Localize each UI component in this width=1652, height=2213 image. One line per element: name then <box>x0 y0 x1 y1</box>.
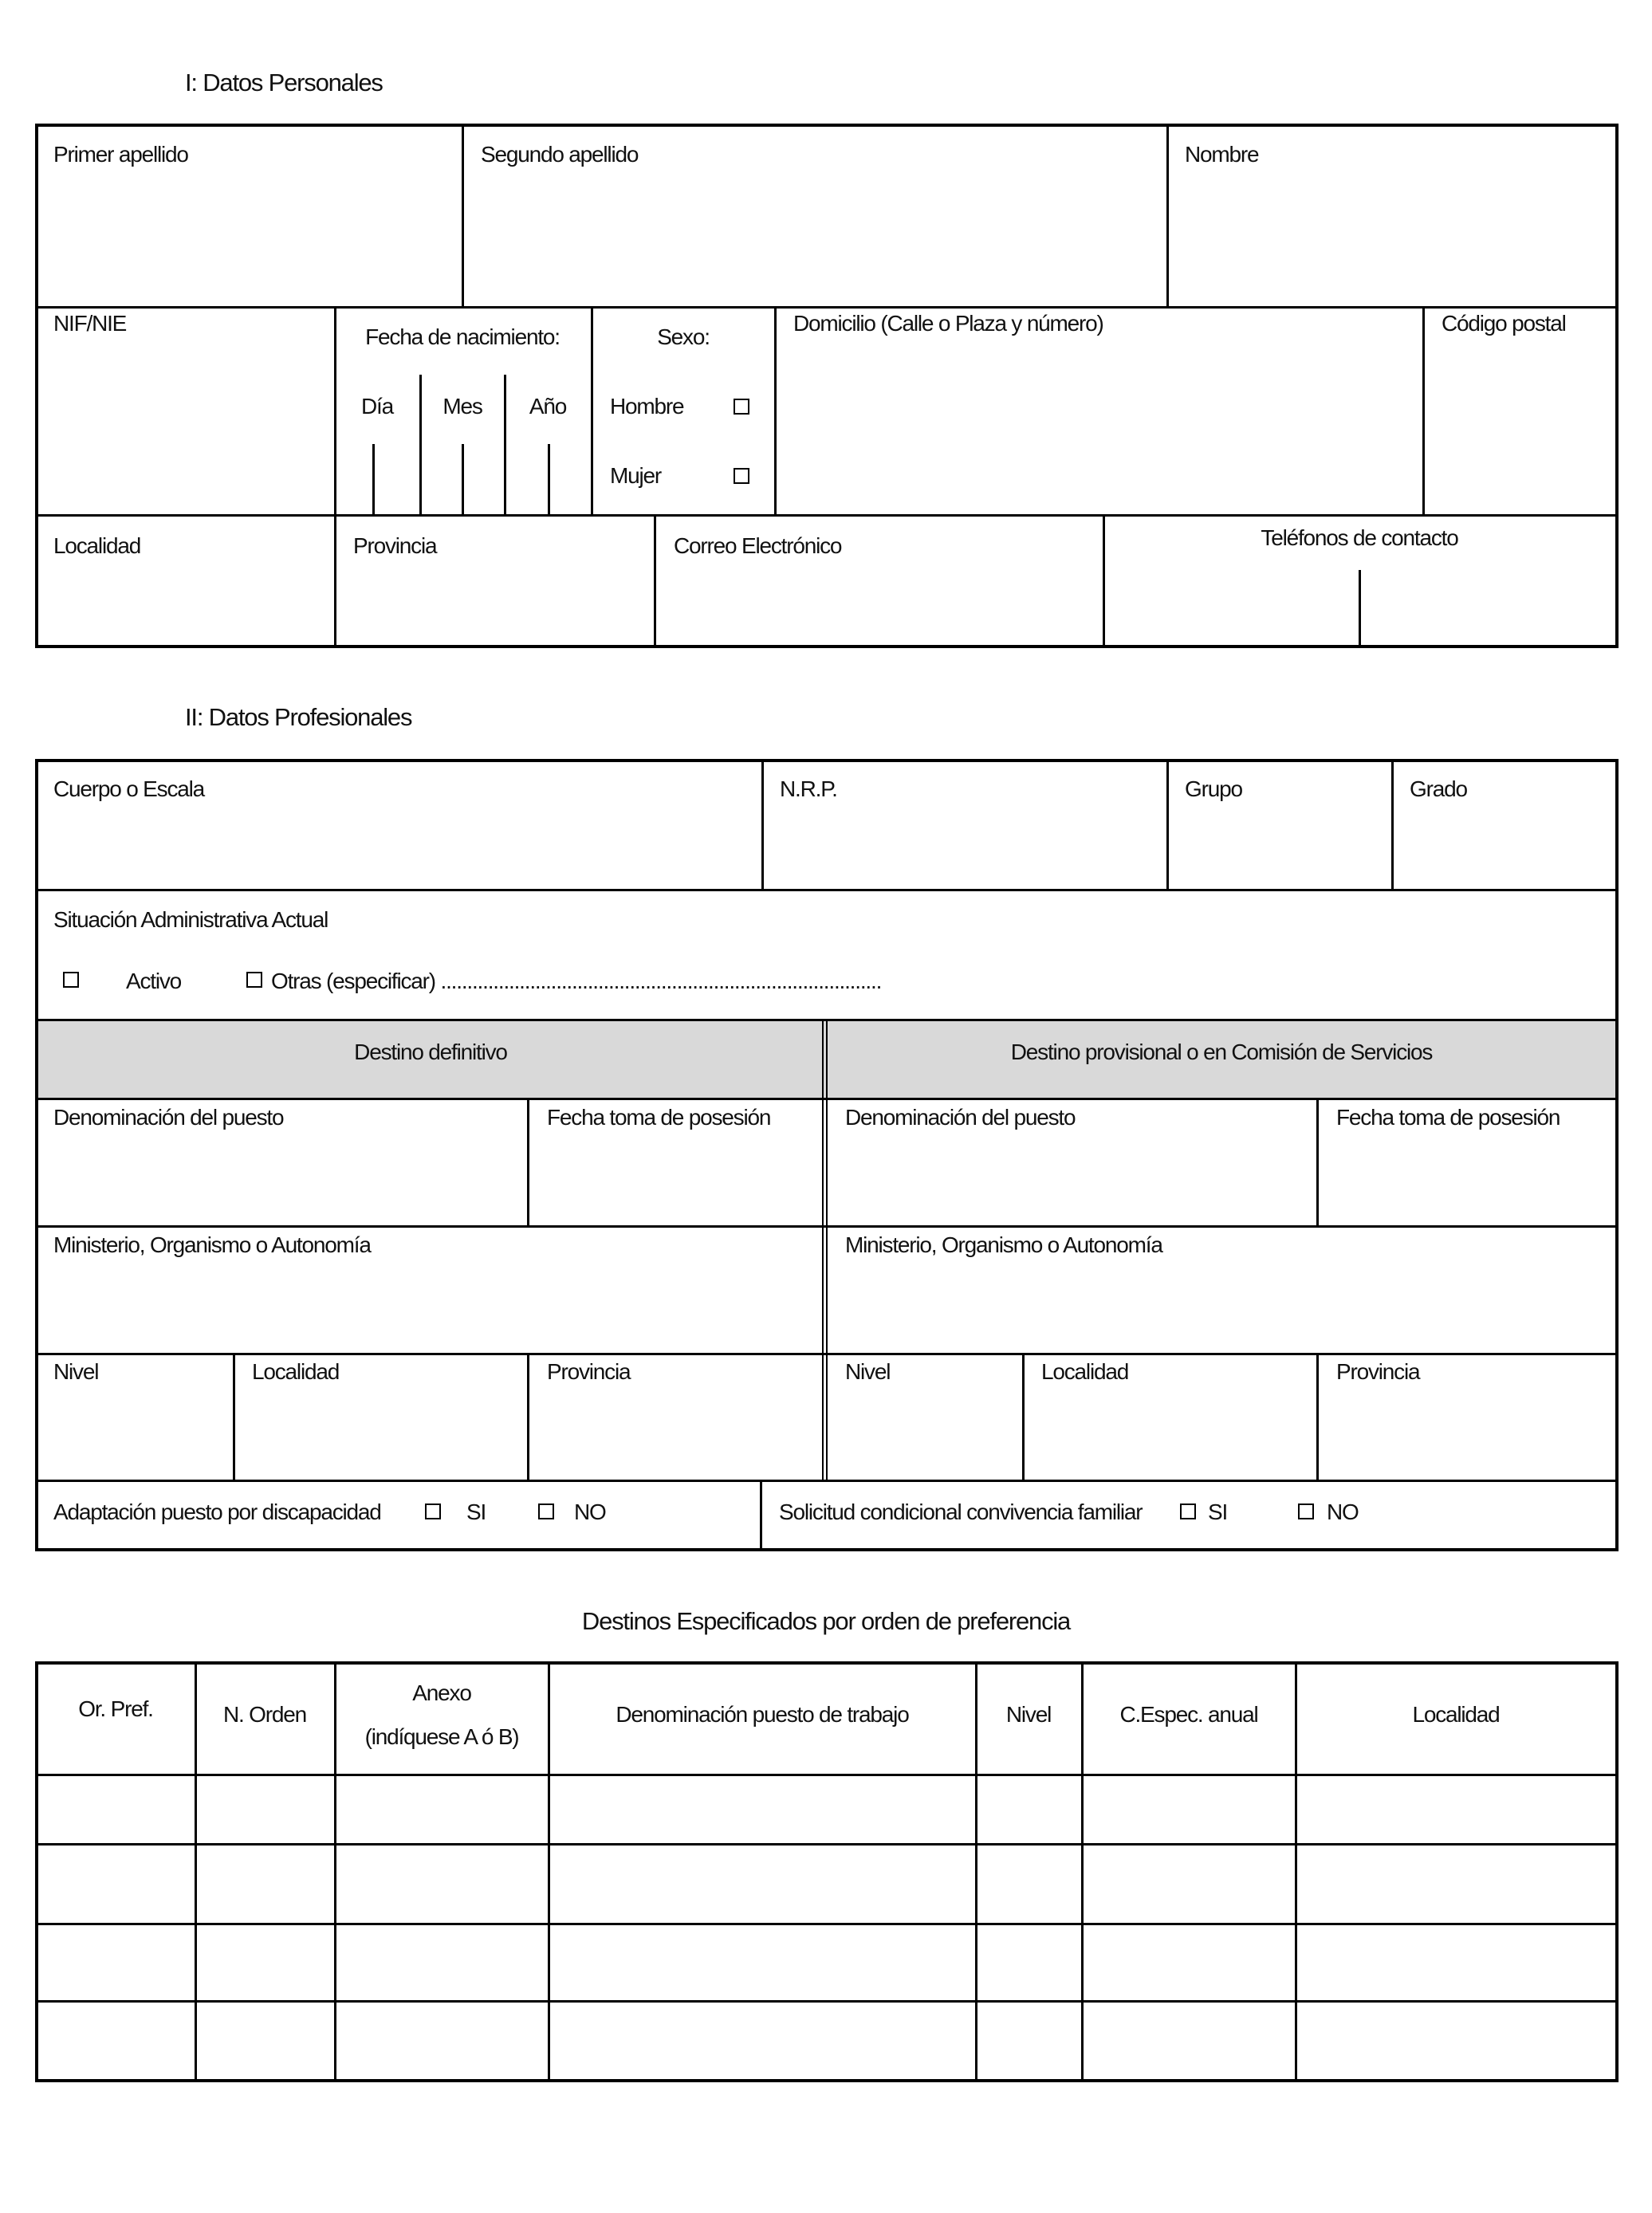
col-divider <box>548 1662 550 2081</box>
divider <box>1166 124 1169 307</box>
divider <box>1022 1354 1025 1481</box>
adaptacion-si-checkbox[interactable] <box>425 1504 441 1519</box>
fecha-nacimiento-label: Fecha de nacimiento: <box>365 324 560 349</box>
nrp-field[interactable]: N.R.P. <box>780 776 837 801</box>
solicitud-si-label: SI <box>1208 1500 1228 1524</box>
def-localidad-field[interactable]: Localidad <box>252 1359 340 1384</box>
dia-field[interactable]: Día <box>361 394 393 419</box>
divider <box>822 1020 824 1481</box>
solicitud-no-checkbox[interactable] <box>1298 1504 1314 1519</box>
divider <box>1166 760 1169 890</box>
date-tick <box>548 444 550 516</box>
col-header-nivel: Nivel <box>1005 1702 1052 1727</box>
adaptacion-no-checkbox[interactable] <box>538 1504 554 1519</box>
otras-field[interactable]: Otras (especificar) .................................................................................... <box>271 969 882 993</box>
divider <box>761 760 764 890</box>
anio-field[interactable]: Año <box>529 394 567 419</box>
mujer-label: Mujer <box>610 463 662 488</box>
date-tick <box>372 444 375 516</box>
correo-field[interactable]: Correo Electrónico <box>674 533 842 558</box>
divider <box>654 515 656 647</box>
def-provincia-field[interactable]: Provincia <box>547 1359 631 1384</box>
telefonos-field[interactable]: Teléfonos de contacto <box>1261 525 1458 550</box>
divider <box>1391 760 1394 890</box>
col-divider <box>195 1662 197 2081</box>
section-title-professional: II: Datos Profesionales <box>185 703 412 731</box>
solicitud-no-label: NO <box>1327 1500 1359 1524</box>
grupo-field[interactable]: Grupo <box>1185 776 1242 801</box>
divider <box>334 307 336 516</box>
mes-field[interactable]: Mes <box>442 394 482 419</box>
col-header-localidad: Localidad <box>1412 1702 1500 1727</box>
col-header-denominacion: Denominación puesto de trabajo <box>616 1702 909 1727</box>
date-divider <box>504 375 506 516</box>
divider <box>35 889 1619 891</box>
personal-data-box <box>35 124 1619 648</box>
col-header-c-espec: C.Espec. anual <box>1119 1702 1258 1727</box>
segundo-apellido-field[interactable]: Segundo apellido <box>481 142 639 167</box>
adaptacion-no-label: NO <box>574 1500 606 1524</box>
activo-label: Activo <box>126 969 182 993</box>
adaptacion-si-label: SI <box>466 1500 486 1524</box>
divider <box>35 306 1619 309</box>
mujer-checkbox[interactable] <box>734 468 749 484</box>
prov-fecha-toma-field[interactable]: Fecha toma de posesión <box>1336 1105 1560 1130</box>
prov-denominacion-field[interactable]: Denominación del puesto <box>845 1105 1076 1130</box>
def-ministerio-field[interactable]: Ministerio, Organismo o Autonomía <box>53 1232 371 1257</box>
prov-provincia-field[interactable]: Provincia <box>1336 1359 1420 1384</box>
divider <box>334 515 336 647</box>
section-title-personal: I: Datos Personales <box>185 69 383 96</box>
codigo-postal-field[interactable]: Código postal <box>1442 311 1566 336</box>
def-nivel-field[interactable]: Nivel <box>53 1359 99 1384</box>
row-divider <box>35 1923 1619 1925</box>
otras-checkbox[interactable] <box>246 972 262 988</box>
localidad-field[interactable]: Localidad <box>53 533 141 558</box>
activo-checkbox[interactable] <box>63 972 79 988</box>
primer-apellido-field[interactable]: Primer apellido <box>53 142 188 167</box>
divider <box>35 514 1619 517</box>
hombre-checkbox[interactable] <box>734 399 749 415</box>
domicilio-field[interactable]: Domicilio (Calle o Plaza y número) <box>793 311 1103 336</box>
divider <box>1316 1354 1319 1481</box>
col-header-n-orden: N. Orden <box>223 1702 306 1727</box>
divider <box>826 1020 828 1481</box>
sexo-label: Sexo: <box>657 324 710 349</box>
divider <box>462 124 464 307</box>
nif-field[interactable]: NIF/NIE <box>53 311 127 336</box>
adaptacion-label: Adaptación puesto por discapacidad <box>53 1500 381 1524</box>
situacion-label: Situación Administrativa Actual <box>53 907 328 932</box>
nombre-field[interactable]: Nombre <box>1185 142 1259 167</box>
col-divider <box>1295 1662 1297 2081</box>
destino-definitivo-header: Destino definitivo <box>354 1040 507 1064</box>
divider <box>527 1099 529 1227</box>
col-header-or-pref: Or. Pref. <box>78 1696 153 1721</box>
prov-localidad-field[interactable]: Localidad <box>1041 1359 1129 1384</box>
divider <box>591 307 593 516</box>
col-divider <box>1081 1662 1084 2081</box>
col-header-anexo: Anexo <box>412 1680 471 1705</box>
solicitud-label: Solicitud condicional convivencia familiar <box>779 1500 1143 1524</box>
phone-divider <box>1359 570 1361 647</box>
divider <box>1316 1099 1319 1227</box>
divider <box>774 307 777 516</box>
solicitud-si-checkbox[interactable] <box>1180 1504 1196 1519</box>
row-divider <box>35 2000 1619 2003</box>
def-denominacion-field[interactable]: Denominación del puesto <box>53 1105 284 1130</box>
prov-ministerio-field[interactable]: Ministerio, Organismo o Autonomía <box>845 1232 1162 1257</box>
col-divider <box>975 1662 977 2081</box>
def-fecha-toma-field[interactable]: Fecha toma de posesión <box>547 1105 771 1130</box>
date-tick <box>462 444 464 516</box>
grado-field[interactable]: Grado <box>1410 776 1467 801</box>
row-divider <box>35 1774 1619 1776</box>
provincia-field[interactable]: Provincia <box>353 533 437 558</box>
col-header-anexo-hint: (indíquese A ó B) <box>364 1724 519 1749</box>
divider <box>1422 307 1425 516</box>
cuerpo-field[interactable]: Cuerpo o Escala <box>53 776 205 801</box>
section-title-destinos: Destinos Especificados por orden de preferencia <box>581 1607 1071 1635</box>
divider <box>760 1480 762 1551</box>
col-divider <box>334 1662 336 2081</box>
date-divider <box>419 375 422 516</box>
destino-provisional-header: Destino provisional o en Comisión de Servicios <box>1010 1040 1433 1064</box>
hombre-label: Hombre <box>610 394 684 419</box>
divider <box>233 1354 235 1481</box>
prov-nivel-field[interactable]: Nivel <box>845 1359 891 1384</box>
divider <box>527 1354 529 1481</box>
divider <box>1103 515 1105 647</box>
row-divider <box>35 1843 1619 1845</box>
